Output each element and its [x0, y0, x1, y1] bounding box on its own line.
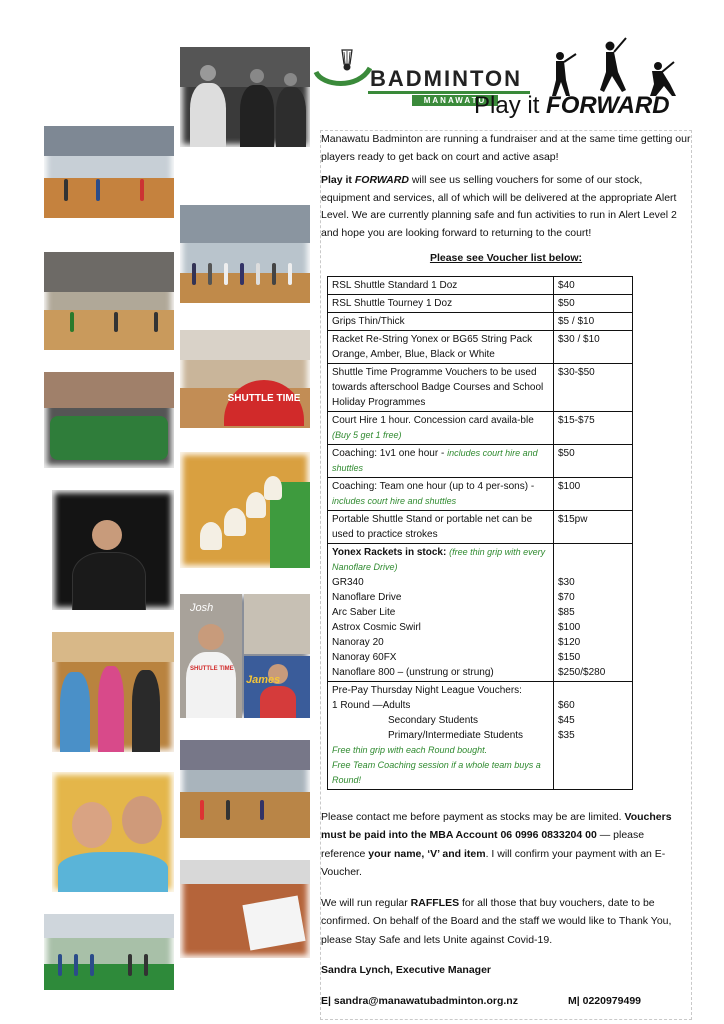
badminton-players-icon: [540, 36, 680, 100]
voucher-item: RSL Shuttle Standard 1 Doz: [332, 279, 458, 291]
voucher-item: Shuttle Time Programme Vouchers to be used towards afterschool Badge Courses and School Holiday Programmes: [332, 366, 544, 408]
racket-name: Nanoflare 800 – (unstrung or strung): [332, 666, 494, 678]
voucher-price: $15-$75: [554, 411, 633, 444]
voucher-note: includes court hire and shuttles: [332, 495, 457, 506]
payment-text-a: Please contact me before payment as stocks may be are limited.: [321, 810, 622, 823]
voucher-row: [328, 294, 633, 312]
shuttle-time-banner-label: SHUTTLE TIME: [224, 380, 304, 426]
league-row: [328, 681, 633, 789]
voucher-item: Grips Thin/Thick: [332, 315, 405, 327]
voucher-row: [328, 477, 633, 510]
racket-name: Nanoray 20: [332, 636, 384, 648]
voucher-row: [328, 363, 633, 411]
raffles-word: RAFFLES: [410, 896, 460, 909]
payment-text-c: . I will confirm your payment with an E-Voucher.: [321, 847, 666, 878]
shuttlecock-logo-icon: [312, 46, 372, 90]
league-note-grip: Free thin grip with each Round bought.: [332, 744, 488, 755]
racket-price: $70: [558, 591, 575, 603]
photo-hall-sign: [180, 860, 310, 958]
photo-coach-portrait: [52, 490, 174, 610]
mobile-contact[interactable]: M| 0220979499: [568, 994, 641, 1007]
raffles-text-b: for all those that buy vouchers, date to be confirmed. On behalf of the Board and the staff we would like to Thank You, please Stay Safe and lets Unite against Covid-19.: [321, 896, 672, 946]
photo-hall-players: [44, 126, 174, 218]
league-row-secondary: Secondary Students: [388, 714, 479, 726]
voucher-table: [327, 276, 633, 790]
voucher-price: $50: [554, 294, 633, 312]
voucher-list-heading: Please see Voucher list below:: [429, 252, 583, 264]
photo-coaches-josh-james: SHUTTLE TIME Josh James: [180, 594, 310, 718]
league-note-team: Free Team Coaching session if a whole team buys a Round!: [332, 759, 541, 785]
payment-text-b: — please reference: [321, 829, 645, 860]
photo-shuttle-time-banner: [180, 330, 310, 428]
voucher-item: Court Hire 1 hour. Concession card availa-ble: [332, 414, 534, 426]
para2-lead-forward: FORWARD: [354, 174, 409, 186]
racket-heading: Yonex Rackets in stock: [332, 546, 443, 558]
intro-paragraph: Manawatu Badminton are running a fundraiser and at the same time getting our players ready to get back on court and active asap!: [321, 133, 691, 163]
logo-subtitle: MANAWATU: [412, 95, 498, 106]
badminton-manawatu-logo: [312, 36, 682, 126]
voucher-item: Coaching: Team one hour (up to 4 per-sons) -: [332, 480, 535, 492]
voucher-row: [328, 312, 633, 330]
voucher-price: $50: [554, 444, 633, 477]
voucher-row: [328, 276, 633, 294]
racket-price: $100: [558, 621, 581, 633]
photo-two-players-smiling: [52, 772, 174, 892]
photo-court-group: [180, 205, 310, 303]
contact-line: [321, 992, 641, 1011]
para2-lead-play: Play it: [321, 174, 352, 186]
racket-price: $85: [558, 606, 575, 618]
voucher-price: $30-$50: [554, 363, 633, 411]
voucher-item: RSL Shuttle Tourney 1 Doz: [332, 297, 453, 309]
reference-text: your name, ‘V’ and item: [368, 847, 486, 860]
photo-team-lineup: [44, 914, 174, 990]
league-price-secondary: $45: [558, 714, 575, 726]
league-price-adults: $60: [558, 699, 575, 711]
racket-price: $120: [558, 636, 581, 648]
play-it-forward-paragraph: [321, 172, 691, 242]
racket-note: (free thin grip with every Nanoflare Drive): [332, 546, 546, 572]
tagline-play: Play it: [474, 92, 540, 119]
racket-name: Nanoflare Drive: [332, 591, 402, 603]
signature: Sandra Lynch, Executive Manager: [321, 964, 492, 976]
league-row-adults: 1 Round —Adults: [332, 699, 411, 711]
voucher-price: $5 / $10: [554, 312, 633, 330]
voucher-price: $30 / $10: [554, 330, 633, 363]
footer-section: [321, 808, 691, 1011]
racket-row: Yonex Rackets in stock: (free thin grip with every Nanoflare Drive) GR340 Nanoflare Drive Arc Saber Lite Astrox Cosmic Swirl Nanoray 20 Nanoray 60FX Nanoflare 800 – (unstrung or strung) $30 $70 $85 $100 $120 $150 $250/$280: [328, 543, 633, 681]
photo-shuttlecocks: [180, 452, 310, 568]
photo-big-group: [44, 372, 174, 468]
voucher-item: Racket Re-String Yonex or BG65 String Pack Orange, Amber, Blue, Black or White: [332, 333, 533, 360]
voucher-price: $15pw: [554, 510, 633, 543]
league-heading: Pre-Pay Thursday Night League Vouchers:: [332, 684, 522, 696]
racket-price: $30: [558, 576, 575, 588]
photo-large-hall: [44, 252, 174, 350]
racket-name: Astrox Cosmic Swirl: [332, 621, 421, 633]
voucher-row: [328, 510, 633, 543]
voucher-note: (Buy 5 get 1 free): [332, 429, 402, 440]
voucher-note: includes court hire and shuttles: [332, 447, 538, 473]
para2-text: will see us selling vouchers for some of our stock, equipment and services, all of which will be delivered at the appropriate Alert Level. We are currently planning safe and fun activities to run in Alert Level 2 and hope you are looking forward to returning to the court!: [321, 174, 677, 239]
voucher-row: [328, 444, 633, 477]
voucher-price: $40: [554, 276, 633, 294]
voucher-item: Coaching: 1v1 one hour -: [332, 447, 445, 459]
email-contact[interactable]: E| sandra@manawatubadminton.org.nz: [321, 994, 518, 1007]
voucher-item: Portable Shuttle Stand or portable net can be used to practice strokes: [332, 513, 533, 540]
voucher-row: [328, 330, 633, 363]
racket-name: Nanoray 60FX: [332, 651, 397, 663]
voucher-row: [328, 411, 633, 444]
league-price-primary: $35: [558, 729, 575, 741]
photo-court-play: [180, 740, 310, 838]
racket-name: Arc Saber Lite: [332, 606, 396, 618]
raffles-paragraph: [321, 894, 691, 950]
photo-junior-players: [52, 632, 174, 752]
tagline-forward: FORWARD: [546, 92, 670, 119]
james-label: James: [246, 674, 281, 686]
racket-price: $250/$280: [558, 666, 606, 678]
voucher-price: $100: [554, 477, 633, 510]
racket-name: GR340: [332, 576, 364, 588]
voucher-flyer-content: [320, 130, 692, 1020]
josh-label: Josh: [190, 602, 214, 614]
payment-paragraph: [321, 808, 691, 882]
photo-team-members-bw: [180, 47, 310, 147]
raffles-text-a: We will run regular: [321, 896, 411, 909]
logo-title: BADMINTON: [370, 66, 523, 91]
mba-account-text: Vouchers must be paid into the MBA Account 06 0996 0833204 00: [321, 810, 672, 841]
racket-price: $150: [558, 651, 581, 663]
league-row-primary: Primary/Intermediate Students: [388, 729, 524, 741]
